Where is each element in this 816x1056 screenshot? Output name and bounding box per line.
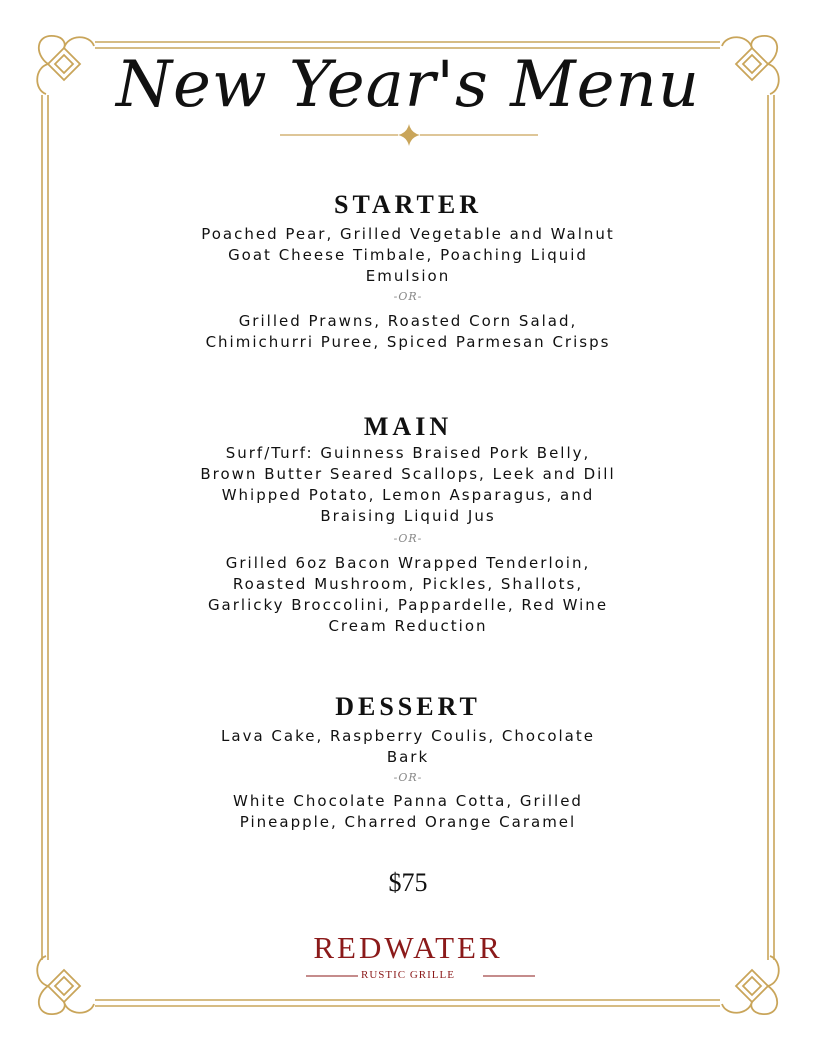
main-option-1: Surf/Turf: Guinness Braised Pork Belly, Brown Butter Seared Scallops, Leek and Dill Whipped Potato, Lemon Asparagus, and Braising Liquid Jus — [200, 444, 616, 525]
brand-logo-name: REDWATER — [313, 930, 503, 965]
brand-tagline: RUSTIC GRILLE — [361, 969, 455, 981]
dessert-or-divider: -OR- — [393, 771, 423, 784]
starter-or-divider: -OR- — [393, 290, 423, 303]
starter-heading: STARTER — [334, 190, 482, 219]
dessert-heading: DESSERT — [335, 692, 481, 721]
title-divider — [280, 124, 538, 146]
dessert-option-1: Lava Cake, Raspberry Coulis, Chocolate Bark — [221, 727, 595, 766]
main-or-divider: -OR- — [393, 532, 423, 545]
price: $75 — [388, 868, 428, 897]
dessert-option-2: White Chocolate Panna Cotta, Grilled Pineapple, Charred Orange Caramel — [233, 792, 583, 831]
main-heading: MAIN — [363, 412, 453, 441]
starter-option-1: Poached Pear, Grilled Vegetable and Walnut Goat Cheese Timbale, Poaching Liquid Emulsion — [201, 225, 615, 285]
page-title: New Year's Menu — [116, 48, 700, 122]
starter-option-2: Grilled Prawns, Roasted Corn Salad, Chimichurri Puree, Spiced Parmesan Crisps — [205, 312, 611, 351]
main-option-2: Grilled 6oz Bacon Wrapped Tenderloin, Roasted Mushroom, Pickles, Shallots, Garlicky Broccolini, Pappardelle, Red Wine Cream Reduction — [207, 554, 609, 635]
